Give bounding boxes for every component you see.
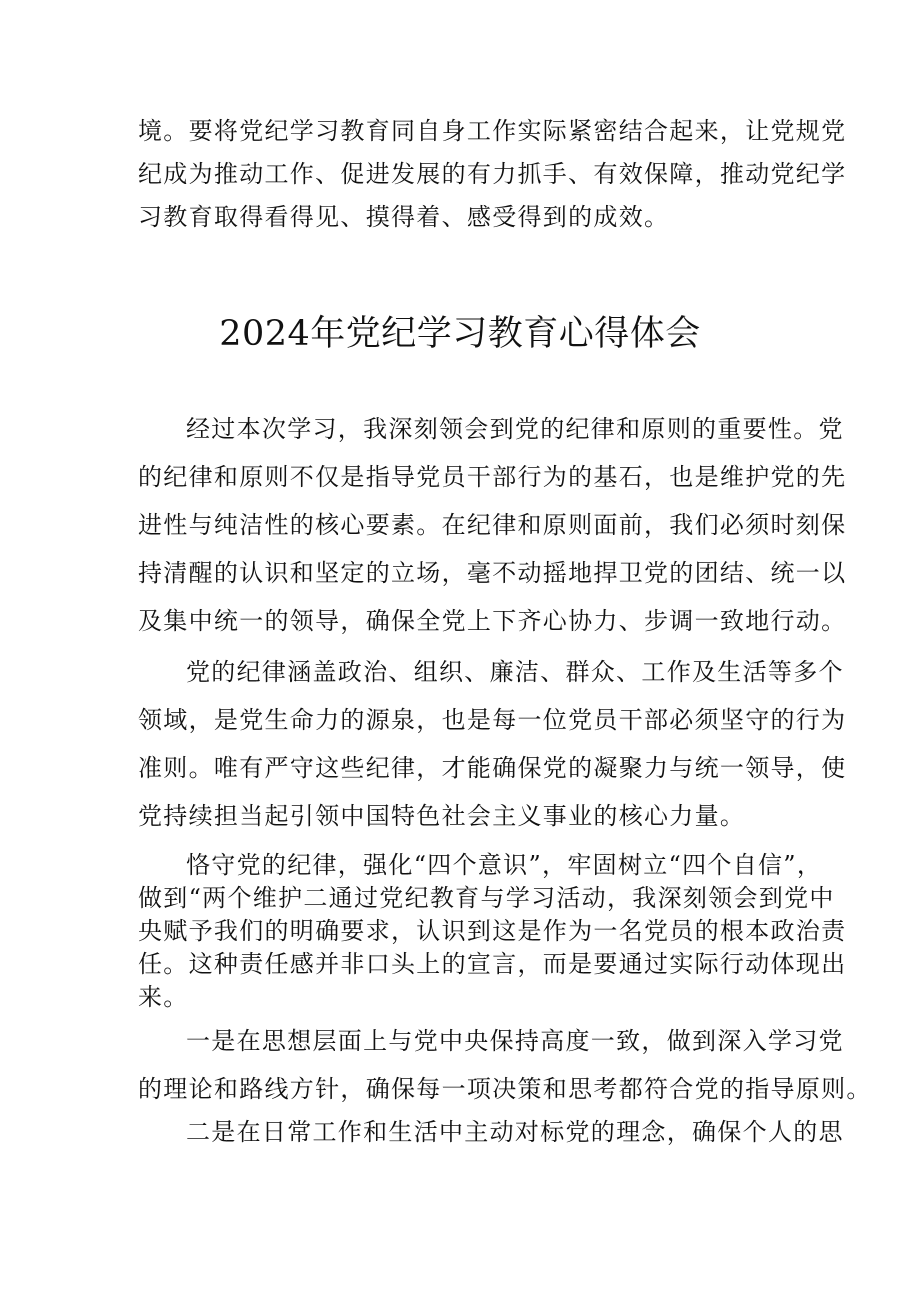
paragraph-2	[138, 648, 847, 840]
text-line: 任。这种责任感并非口头上的宣言，而是要通过实际行动体现出	[138, 950, 847, 978]
text-line: 做到“两个维护二通过党纪教育与学习活动，我深刻领会到党中	[138, 884, 835, 912]
paragraph-1	[138, 405, 847, 645]
text-line: 央赋予我们的明确要求，认识到这是作为一名党员的根本政治责	[138, 917, 847, 945]
text-line: 准则。唯有严守这些纪律，才能确保党的凝聚力与统一领导，使	[138, 754, 847, 782]
text-line: 经过本次学习，我深刻领会到党的纪律和原则的重要性。党	[186, 415, 844, 443]
text-line: 持清醒的认识和坚定的立场，毫不动摇地捍卫党的团结、统一以	[138, 559, 847, 587]
document-title: 2024年党纪学习教育心得体会	[219, 314, 701, 354]
intro-paragraph	[138, 110, 847, 239]
text-line: 来。	[138, 983, 189, 1011]
paragraph-3	[138, 849, 847, 1014]
text-line: 领域，是党生命力的源泉，也是每一位党员干部必须坚守的行为	[138, 706, 847, 734]
paragraph-4	[138, 1017, 872, 1113]
text-line: 的理论和路线方针，确保每一项决策和思考都符合党的指导原则。	[138, 1075, 872, 1103]
paragraph-5	[138, 1108, 844, 1156]
text-line: 党持续担当起引领中国特色社会主义事业的核心力量。	[138, 802, 746, 830]
text-line: 一是在思想层面上与党中央保持高度一致，做到深入学习党	[186, 1027, 844, 1055]
text-line: 境。要将党纪学习教育同自身工作实际紧密结合起来，让党规党	[138, 117, 847, 145]
text-line: 二是在日常工作和生活中主动对标党的理念，确保个人的思	[186, 1118, 844, 1146]
text-line: 纪成为推动工作、促进发展的有力抓手、有效保障，推动党纪学	[138, 160, 847, 188]
text-line: 及集中统一的领导，确保全党上下齐心协力、步调一致地行动。	[138, 607, 847, 635]
text-line: 恪守党的纪律，强化“四个意识”，牢固树立“四个自信”，	[186, 851, 823, 879]
text-line: 习教育取得看得见、摸得着、感受得到的成效。	[138, 203, 670, 231]
text-line: 党的纪律涵盖政治、组织、廉洁、群众、工作及生活等多个	[186, 658, 844, 686]
text-line: 进性与纯洁性的核心要素。在纪律和原则面前，我们必须时刻保	[138, 511, 847, 539]
text-line: 的纪律和原则不仅是指导党员干部行为的基石，也是维护党的先	[138, 463, 847, 491]
